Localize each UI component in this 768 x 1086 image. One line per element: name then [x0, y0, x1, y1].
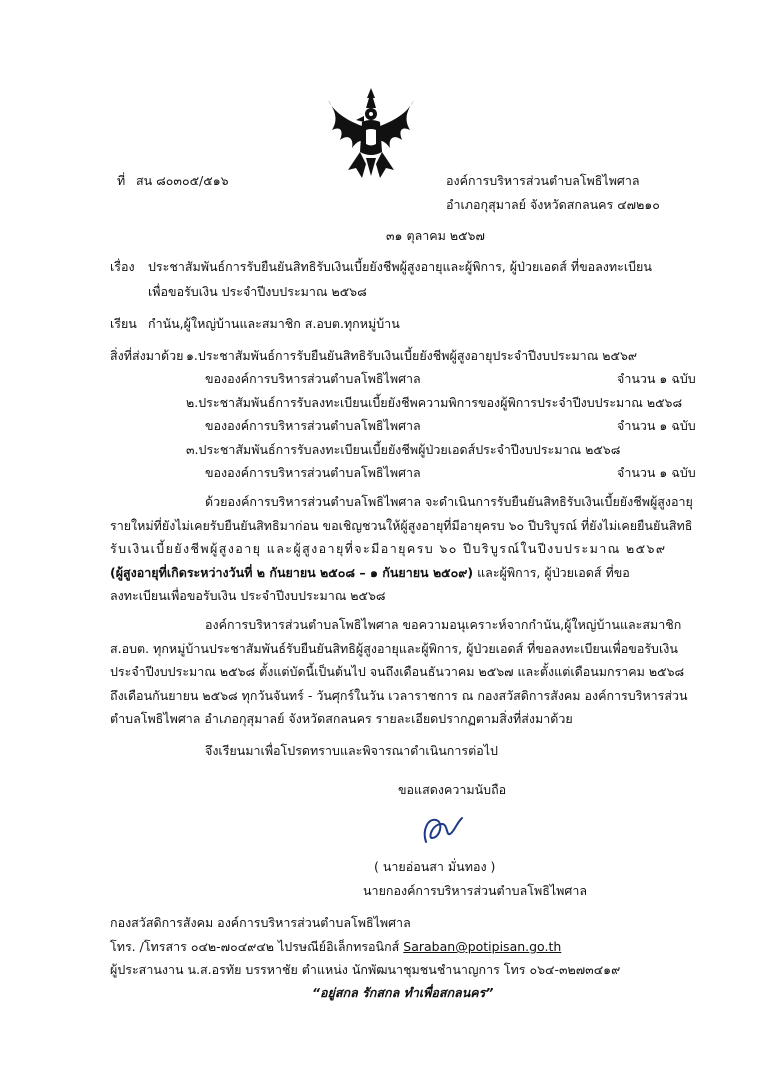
birth-range-bold: (ผู้สูงอายุที่เกิดระหว่างวันที่ ๒ กันยายน ๒๕๐๘ – ๑ กันยายน ๒๕๐๙): [110, 564, 474, 580]
subject-label: เรื่อง: [110, 259, 135, 274]
enclosure-1-title: ๑.ประชาสัมพันธ์การรับยืนยันสิทธิรับเงินเบี้ยยังชีพผู้สูงอายุประจำปีงบประมาณ ๒๕๖๙: [186, 348, 638, 363]
body-paragraph-1: [110, 490, 700, 608]
salutation: ขอแสดงความนับถือ: [398, 782, 507, 797]
footer-phone-text: โทร. /โทรสาร ๐๔๒-๗๐๔๙๔๒ ไปรษณีย์อิเล็กทรอนิกส์: [110, 939, 400, 954]
footer-division: กองสวัสดิการสังคม องค์การบริหารส่วนตำบลโพธิไพศาล: [110, 915, 411, 930]
p2-line-1: องค์การบริหารส่วนตำบลโพธิไพศาล ขอความอนุเคราะห์จากกำนัน,ผู้ใหญ่บ้านและสมาชิก: [205, 617, 682, 632]
enclosures-label: สิ่งที่ส่งมาด้วย: [110, 348, 184, 363]
garuda-emblem: [326, 86, 416, 182]
signer-name: ( นายอ่อนสา มั่นทอง ): [374, 859, 496, 874]
enclosure-2-of: ขององค์การบริหารส่วนตำบลโพธิไพศาล: [205, 418, 421, 433]
enclosure-2-qty: จำนวน ๑ ฉบับ: [617, 418, 696, 433]
p2-line-4: ถึงเดือนกันยายน ๒๕๖๘ ทุกวันจันทร์ - วันศุกร์ในวัน เวลาราชการ ณ กองสวัสดิการสังคม องค์การบริหารส่วน: [110, 687, 688, 703]
subject-line-1: ประชาสัมพันธ์การรับยืนยันสิทธิรับเงินเบี้ยยังชีพผู้สูงอายุและผู้พิการ, ผู้ป่วยเอดส์ ที่ขอลงทะเบียน: [148, 259, 652, 274]
handwritten-signature: [418, 812, 468, 848]
enclosure-2-title: ๒.ประชาสัมพันธ์การรับลงทะเบียนเบี้ยยังชีพความพิการของผู้พิการประจำปีงบประมาณ ๒๕๖๘: [186, 395, 683, 410]
body-paragraph-2: [110, 613, 700, 731]
footer-coordinator: ผู้ประสานงาน น.ส.อรทัย บรรหาชัย ตำแหน่ง นักพัฒนาชุมชนชำนาญการ โทร ๐๖๔-๓๒๗๓๔๑๙: [110, 962, 621, 977]
enclosure-3-title: ๓.ประชาสัมพันธ์การรับลงทะเบียนเบี้ยยังชีพผู้ป่วยเอดส์ประจำปีงบประมาณ ๒๕๖๘: [186, 442, 621, 457]
p1-line-2: รายใหม่ที่ยังไม่เคยรับยืนยันสิทธิมาก่อน ขอเชิญชวนให้ผู้สูงอายุที่มีอายุครบ ๖๐ ปีบริบูรณ์ ที่ยังไม่เคยยืนยันสิทธิ: [110, 517, 693, 533]
p1-line-3: รับเงินเบี้ยยังชีพผู้สูงอายุ และผู้สูงอายุที่จะมีอายุครบ ๖๐ ปีบริบูรณ์ในปีงบประมาณ ๒๕๖๙: [110, 541, 667, 556]
closing-request: จึงเรียนมาเพื่อโปรดทราบและพิจารณาดำเนินการต่อไป: [205, 743, 498, 758]
p1-line-5: ลงทะเบียนเพื่อขอรับเงิน ประจำปีงบประมาณ ๒๕๖๘: [110, 588, 386, 603]
footer-slogan: “อยู่สกล รักสกล ทำเพื่อสกลนคร”: [312, 985, 494, 1000]
enclosure-3-of: ขององค์การบริหารส่วนตำบลโพธิไพศาล: [205, 465, 421, 480]
p1-line-4-rest: และผู้พิการ, ผู้ป่วยเอดส์ ที่ขอ: [473, 564, 630, 580]
subject-line-2: เพื่อขอรับเงิน ประจำปีงบประมาณ ๒๕๖๘: [148, 284, 367, 299]
signer-position: นายกองค์การบริหารส่วนตำบลโพธิไพศาล: [363, 883, 587, 898]
org-address: อำเภอกุสุมาลย์ จังหวัดสกลนคร ๔๗๒๑๐: [446, 197, 660, 212]
org-name: องค์การบริหารส่วนตำบลโพธิไพศาล: [446, 173, 640, 188]
letter-date: ๓๑ ตุลาคม ๒๕๖๗: [386, 228, 485, 243]
enclosure-1-of: ขององค์การบริหารส่วนตำบลโพธิไพศาล: [205, 371, 421, 386]
p2-line-2: ส.อบต. ทุกหมู่บ้านประชาสัมพันธ์รับยืนยันสิทธิผู้สูงอายุและผู้พิการ, ผู้ป่วยเอดส์ ที่ขอลงทะเบียนเพื่อขอรับเงิน: [110, 640, 678, 656]
footer-email-link[interactable]: Saraban@potipisan.go.th: [403, 939, 562, 954]
p1-line-4: [110, 561, 700, 585]
recipient-label: เรียน: [110, 316, 137, 331]
ref-number: สน ๘๐๓๐๕/๕๑๖: [136, 173, 229, 188]
enclosure-3-qty: จำนวน ๑ ฉบับ: [617, 465, 696, 480]
footer-phone: [110, 937, 561, 957]
p2-line-3: ประจำปีงบประมาณ ๒๕๖๘ ตั้งแต่บัดนี้เป็นต้นไป จนถึงเดือนธันวาคม ๒๕๖๗ และตั้งแต่เดือนมกราคม ๒๕๖๘: [110, 664, 685, 679]
recipient-text: กำนัน,ผู้ใหญ่บ้านและสมาชิก ส.อบต.ทุกหมู่บ้าน: [148, 316, 400, 331]
enclosure-1-qty: จำนวน ๑ ฉบับ: [617, 371, 696, 386]
p2-line-5: ตำบลโพธิไพศาล อำเภอกุสุมาลย์ จังหวัดสกลนคร รายละเอียดปรากฏตามสิ่งที่ส่งมาด้วย: [110, 711, 573, 726]
ref-label: ที่: [117, 173, 126, 188]
p1-line-1: ด้วยองค์การบริหารส่วนตำบลโพธิไพศาล จะดำเนินการรับยืนยันสิทธิรับเงินเบี้ยยังชีพผู้สูงอายุ: [205, 494, 693, 509]
